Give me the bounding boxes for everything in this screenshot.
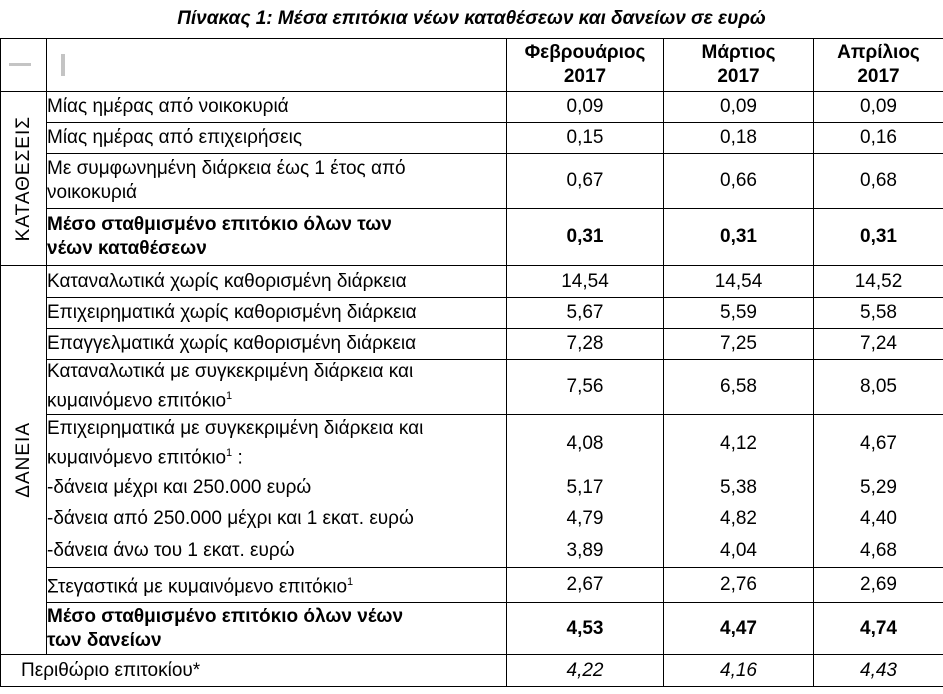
cell-value: 0,31 xyxy=(664,209,814,266)
cell-value: 0,09 xyxy=(664,92,814,123)
table-row-total-loans xyxy=(1,603,943,655)
cell-value: 4,43 xyxy=(814,655,943,687)
row-label: -δάνεια άνω του 1 εκατ. ευρώ xyxy=(47,535,507,568)
row-label: Μέσο σταθμισμένο επιτόκιο όλων των νέων καταθέσεων xyxy=(47,209,507,266)
cell-value: 0,31 xyxy=(507,209,664,266)
bar-mark xyxy=(61,54,65,76)
cell-value: 0,09 xyxy=(507,92,664,123)
rates-table xyxy=(0,38,943,687)
row-label: -δάνεια από 250.000 μέχρι και 1 εκατ. ευρώ xyxy=(47,504,507,535)
cell-value: 4,22 xyxy=(507,655,664,687)
cell-value: 0,16 xyxy=(814,123,943,154)
cell-value: 3,89 xyxy=(507,535,664,568)
cell-value: 7,25 xyxy=(664,329,814,360)
dash-mark xyxy=(9,63,31,66)
col-header-mar: Μάρτιος 2017 xyxy=(664,39,814,92)
cell-value: 4,47 xyxy=(664,603,814,655)
cell-value: 4,68 xyxy=(814,535,943,568)
cell-value: 7,56 xyxy=(507,360,664,415)
table-title: Πίνακας 1: Μέσα επιτόκια νέων καταθέσεων και δανείων σε ευρώ xyxy=(177,8,766,29)
cell-value: 4,16 xyxy=(664,655,814,687)
cell-value: 0,15 xyxy=(507,123,664,154)
cell-value: 0,68 xyxy=(814,154,943,209)
row-label: Μέσο σταθμισμένο επιτόκιο όλων νέων των δανείων xyxy=(47,603,507,655)
header-blank xyxy=(47,39,507,92)
cell-value: 0,31 xyxy=(814,209,943,266)
cell-value: 4,74 xyxy=(814,603,943,655)
table-row xyxy=(1,360,943,415)
table-row xyxy=(1,298,943,329)
group-label-deposits: ΚΑΤΑΘΕΣΕΙΣ xyxy=(1,92,47,266)
row-label: Με συμφωνημένη διάρκεια έως 1 έτος από νοικοκυριά xyxy=(47,154,507,209)
table-row xyxy=(1,123,943,154)
table-row-margin xyxy=(1,655,943,687)
cell-value: 7,28 xyxy=(507,329,664,360)
cell-value: 5,67 xyxy=(507,298,664,329)
row-label: Επιχειρηματικά με συγκεκριμένη διάρκεια και κυμαινόμενο επιτόκιο$^1$ : xyxy=(47,415,507,473)
cell-value: 6,58 xyxy=(664,360,814,415)
col-header-apr: Απρίλιος 2017 xyxy=(814,39,943,92)
cell-value: 2,76 xyxy=(664,568,814,603)
cell-value: 8,05 xyxy=(814,360,943,415)
col-header-feb: Φεβρουάριος 2017 xyxy=(507,39,664,92)
cell-value: 5,59 xyxy=(664,298,814,329)
row-label: Καταναλωτικά με συγκεκριμένη διάρκεια και κυμαινόμενο επιτόκιο$^1$ xyxy=(47,360,507,415)
header-row xyxy=(1,39,943,92)
row-label: Επιχειρηματικά χωρίς καθορισμένη διάρκεια xyxy=(47,298,507,329)
row-label: Στεγαστικά με κυμαινόμενο επιτόκιο$^1$ xyxy=(47,568,507,603)
cell-value: 4,53 xyxy=(507,603,664,655)
row-label: Καταναλωτικά χωρίς καθορισμένη διάρκεια xyxy=(47,266,507,298)
table-row xyxy=(1,473,943,504)
row-label: Περιθώριο επιτοκίου* xyxy=(1,655,507,687)
table-row xyxy=(1,154,943,209)
table-row xyxy=(1,266,943,298)
table-row xyxy=(1,568,943,603)
cell-value: 4,08 xyxy=(507,415,664,473)
table-row xyxy=(1,504,943,535)
cell-value: 2,67 xyxy=(507,568,664,603)
row-label: Μίας ημέρας από νοικοκυριά xyxy=(47,92,507,123)
cell-value: 4,40 xyxy=(814,504,943,535)
cell-value: 0,09 xyxy=(814,92,943,123)
cell-value: 4,12 xyxy=(664,415,814,473)
cell-value: 14,54 xyxy=(664,266,814,298)
cell-value: 4,67 xyxy=(814,415,943,473)
cell-value: 14,54 xyxy=(507,266,664,298)
cell-value: 0,66 xyxy=(664,154,814,209)
cell-value: 5,38 xyxy=(664,473,814,504)
cell-value: 4,04 xyxy=(664,535,814,568)
cell-value: 4,79 xyxy=(507,504,664,535)
table-row xyxy=(1,535,943,568)
table-row-total-deposits xyxy=(1,209,943,266)
cell-value: 4,82 xyxy=(664,504,814,535)
group-label-loans: ΔΑΝΕΙΑ xyxy=(1,266,47,655)
cell-value: 0,67 xyxy=(507,154,664,209)
cell-value: 0,18 xyxy=(664,123,814,154)
row-label: Επαγγελματικά χωρίς καθορισμένη διάρκεια xyxy=(47,329,507,360)
cell-value: 2,69 xyxy=(814,568,943,603)
table-row xyxy=(1,329,943,360)
cell-value: 5,17 xyxy=(507,473,664,504)
cell-value: 5,29 xyxy=(814,473,943,504)
table-row xyxy=(1,415,943,473)
corner-cell xyxy=(1,39,47,92)
cell-value: 5,58 xyxy=(814,298,943,329)
table-row xyxy=(1,92,943,123)
cell-value: 7,24 xyxy=(814,329,943,360)
row-label: Μίας ημέρας από επιχειρήσεις xyxy=(47,123,507,154)
cell-value: 14,52 xyxy=(814,266,943,298)
row-label: -δάνεια μέχρι και 250.000 ευρώ xyxy=(47,473,507,504)
